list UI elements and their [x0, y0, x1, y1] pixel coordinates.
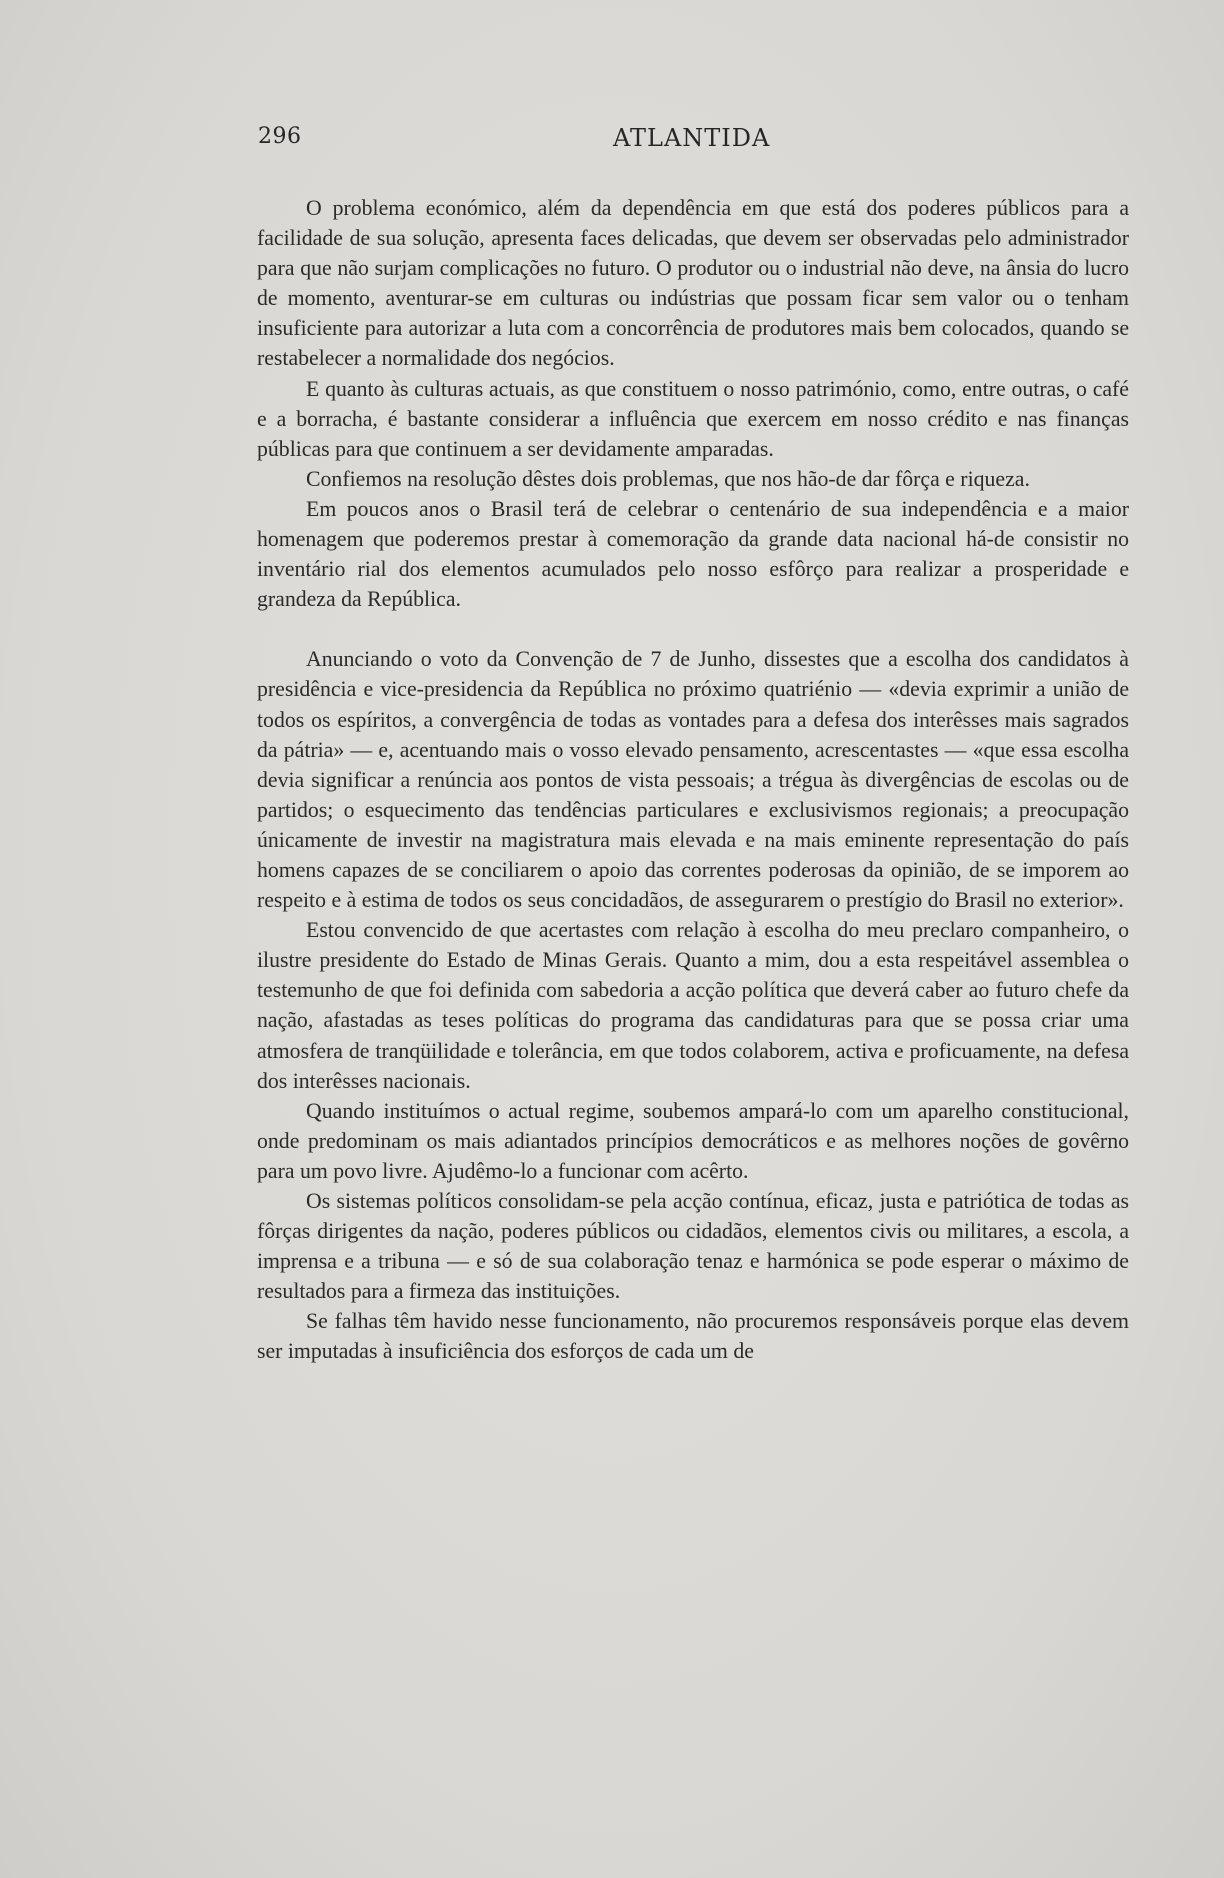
paragraph: Confiemos na resolução dêstes dois problemas, que nos hão-de dar fôrça e riqueza.: [306, 466, 1030, 491]
running-title: ATLANTIDA: [613, 124, 771, 152]
paragraph: Se falhas têm havido nesse funcionamento, não procuremos responsáveis porque elas devem ser imputadas à insuficiência dos esforços de cada um de: [257, 1309, 1129, 1364]
paragraph: Os sistemas políticos consolidam-se pela acção contínua, eficaz, justa e patriótica de todas as fôrças dirigentes da nação, poderes públicos ou cidadãos, elementos civis ou militares, a escola, a imprensa e a tribuna — e só de sua colaboração tenaz e harmónica se pode esperar o máximo de resultados para a firmeza das instituições.: [257, 1189, 1129, 1304]
paragraph: E quanto às culturas actuais, as que constituem o nosso património, como, entre outras, o café e a borracha, é bastante considerar a influência que exercem em nosso crédito e nas finanças públicas para que continuem a ser devidamente amparadas.: [257, 376, 1129, 461]
paragraph: Anunciando o voto da Convenção de 7 de Junho, dissestes que a escolha dos candidatos à presidência e vice-presidencia da República no próximo quatriénio — «devia exprimir a união de todos os espíritos, a convergência de todas as vontades para a defesa dos interêsses mais sagrados da pátria» — e, acentuando mais o vosso elevado pensamento, acrescentastes — «que essa escolha devia significar a renúncia aos pontos de vista pessoais; a trégua às divergências de escolas ou de partidos; o esquecimento das tendências particulares e exclusivismos regionais; a preocupação únicamente de investir na magistratura mais elevada e na mais eminente representação do país homens capazes de se conciliarem o apoio das correntes poderosas da opinião, de se imporem ao respeito e à estima de todos os seus concidadãos, de assegurarem o prestígio do Brasil no exterior».: [257, 647, 1129, 913]
paragraph: Em poucos anos o Brasil terá de celebrar o centenário de sua independência e a maior homenagem que poderemos prestar à comemoração da grande data nacional há-de consistir no inventário rial dos elementos acumulados pelo nosso esfôrço para realizar a prosperidade e grandeza da República.: [257, 496, 1129, 612]
paragraph: Estou convencido de que acertastes com relação à escolha do meu preclaro companheiro, o ilustre presidente do Estado de Minas Gerais. Quanto a mim, dou a esta respeitável assemblea o testemunho de que foi definida com sabedoria a acção política que deverá caber ao futuro chefe da nação, afastadas as teses políticas do programa das candidaturas para que se possa criar uma atmosfera de tranqüilidade e tolerância, em que todos colaborem, activa e proficuamente, na defesa dos interêsses nacionais.: [257, 918, 1129, 1093]
page-number: 296: [258, 124, 302, 149]
page-header: [258, 124, 1128, 160]
paragraph: O problema económico, além da dependência em que está dos poderes públicos para a facilidade de sua solução, apresenta faces delicadas, que devem ser observadas pelo administrador para que não surjam complicações no futuro. O produtor ou o industrial não deve, na ânsia do lucro de momento, aventurar-se em culturas ou indústrias que possam ficar sem valor ou o tenham insuficiente para autorizar a luta com a concorrência de produtores mais bem colocados, quando se restabelecer a normalidade dos negócios.: [257, 196, 1129, 371]
paragraph: Quando instituímos o actual regime, soubemos ampará-lo com um aparelho constitucional, onde predominam os mais adiantados princípios democráticos e as melhores noções de govêrno para um povo livre. Ajudêmo-lo a funcionar com acêrto.: [257, 1098, 1129, 1183]
body-text: [257, 193, 1129, 1367]
